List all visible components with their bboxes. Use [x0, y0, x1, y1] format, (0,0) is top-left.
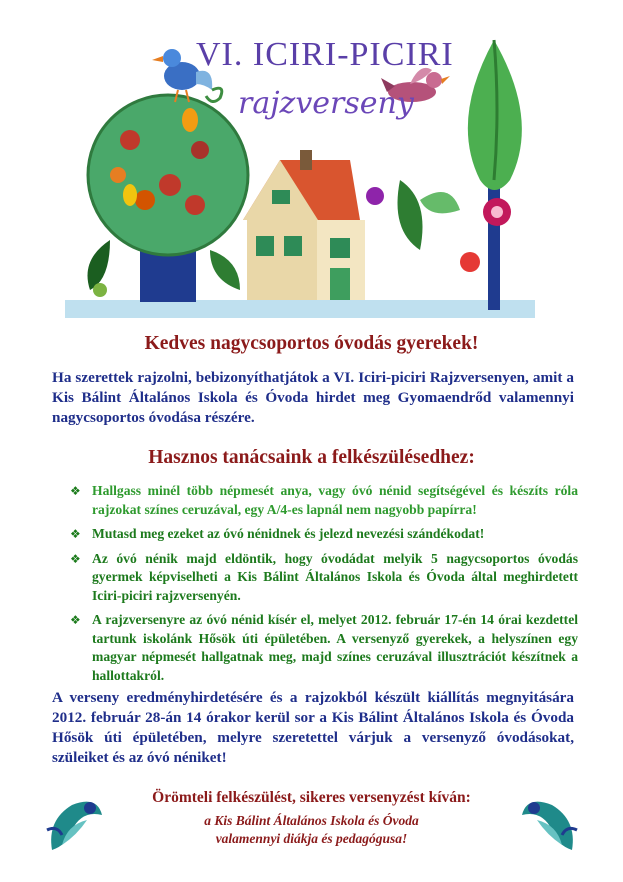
tip-item	[70, 611, 578, 685]
tip-text: A rajzversenyre az óvó nénid kísér el, melyet 2012. február 17-én 14 órai kezdettel tartunk iskolánk Hősök úti épületében. A versenyző gyerekek, a helyszínen egy magyar népmesét hallgatnak meg, majd színes ceruzával illusztrációt készítnek a hallottakról.	[92, 612, 578, 683]
tip-text: Hallgass minél több népmesét anya, vagy óvó nénid segítségével és készíts róla rajzokat színes ceruzával, egy A/4-es lapnál nem nagyobb papírra!	[92, 483, 578, 517]
right-ornament-icon	[512, 790, 582, 860]
greeting-heading: Kedves nagycsoportos óvodás gyerekek!	[144, 333, 479, 354]
intro-paragraph: Ha szerettek rajzolni, bebizonyíthatjátok a VI. Iciri-piciri Rajzversenyen, amit a Kis Bálint Általános Iskola és Óvoda hirdet meg Gyomaendrőd valamennyi nagycsoportos óvodása részére.	[52, 369, 574, 426]
diamond-bullet-icon: ❖	[70, 484, 81, 498]
closing-line: Örömteli felkészülést, sikeres versenyzést kíván:	[152, 789, 471, 806]
page-subtitle: rajzverseny	[238, 86, 414, 121]
tip-text: Az óvó nénik majd eldöntik, hogy óvodádat melyik 5 nagycsoportos óvodás gyermek képviselheti a Kis Bálint Általános Iskola és Óvoda által meghirdetett Iciri-piciri rajzversenyén.	[92, 550, 578, 603]
tip-item	[70, 525, 578, 544]
left-ornament-icon	[42, 790, 112, 860]
signature-line-2: valamennyi diákja és pedagógusa!	[215, 831, 408, 846]
tip-item	[70, 550, 578, 606]
diamond-bullet-icon: ❖	[70, 613, 81, 627]
signature-line-1: a Kis Bálint Általános Iskola és Óvoda	[204, 813, 419, 828]
diamond-bullet-icon: ❖	[70, 551, 81, 566]
ground	[65, 300, 535, 318]
page-title: VI. ICIRI-PICIRI	[196, 36, 454, 73]
tip-text: Mutasd meg ezeket az óvó nénidnek és jelezd nevezési szándékodat!	[92, 526, 485, 541]
tips-heading: Hasznos tanácsaink a felkészülésedhez:	[148, 447, 475, 468]
house	[243, 150, 365, 300]
tips-list	[70, 482, 578, 691]
diamond-bullet-icon: ❖	[70, 527, 81, 541]
result-paragraph: A verseny eredményhirdetésére és a rajzokból készült kiállítás megnyitására 2012. február 28-án 14 órakor kerül sor a Kis Bálint Általános Iskola és Óvoda Hősök úti épületében, melyre szeretettel várjuk a versenyző óvodásokat, szüleiket és az óvó néniket!	[52, 689, 574, 766]
tip-item	[70, 482, 578, 519]
